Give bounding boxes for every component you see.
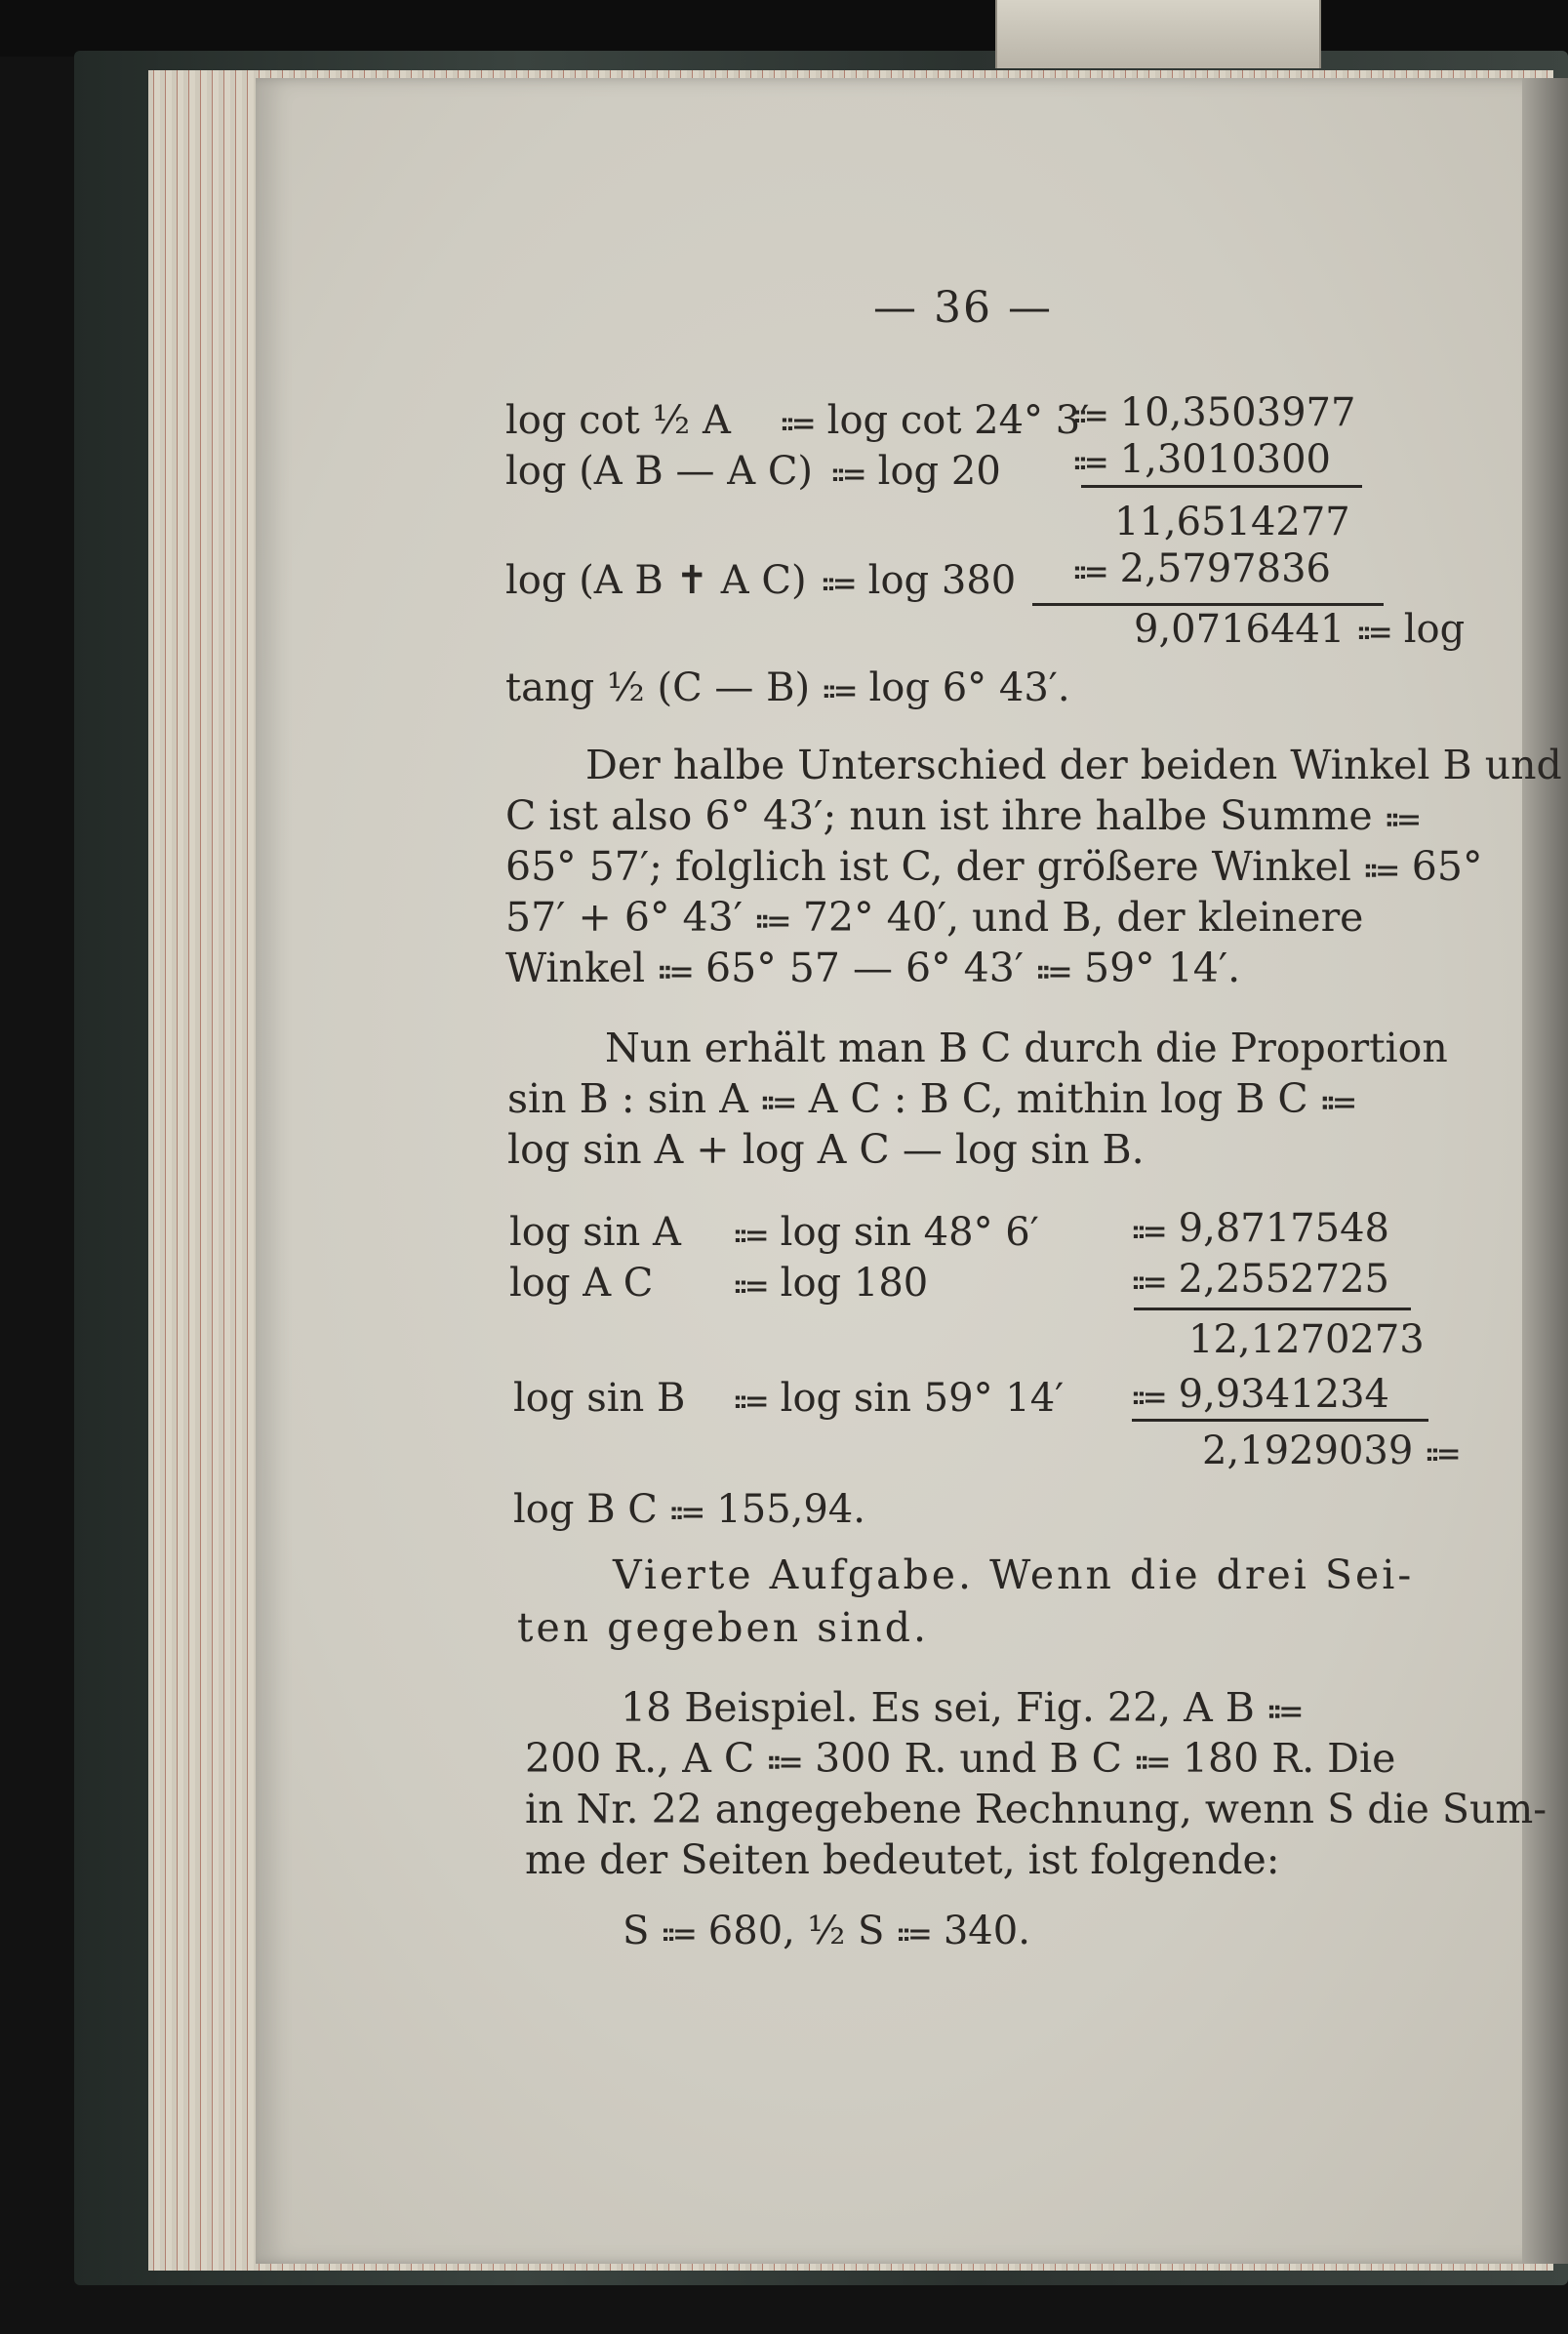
section-heading-line2: ten gegeben sind.: [517, 1604, 929, 1651]
para1-line2: C ist also 6° 43′; nun ist ihre halbe Summe ⩴: [505, 792, 1421, 839]
bookmark-ribbon: [995, 0, 1321, 68]
calc1-line4-right: ⩴ 2,5797836: [1073, 546, 1331, 591]
page-gutter: [1522, 78, 1568, 2264]
calc1-line2-right: ⩴ 1,3010300: [1073, 437, 1331, 482]
para1-line4: 57′ + 6° 43′ ⩴ 72° 40′, und B, der kleinere: [505, 894, 1364, 941]
sum-rule-2: [1134, 1308, 1411, 1310]
calc1-line3-right: 11,6514277: [1114, 500, 1350, 544]
para2-line2: sin B : sin A ⩴ A C : B C, mithin log B C ⩴: [507, 1075, 1356, 1122]
para1-line3: 65° 57′; folglich ist C, der größere Winkel ⩴ 65°: [505, 843, 1483, 890]
calc1-line1-left: log cot ½ A: [505, 398, 731, 443]
running-head: — 36 —: [873, 283, 1053, 333]
para3-line2: 200 R., A C ⩴ 300 R. und B C ⩴ 180 R. Die: [525, 1735, 1396, 1782]
calc1-line4-left: log (A B ✝ A C): [505, 558, 807, 603]
calc1-line4-mid: ⩴ log 380: [822, 558, 1017, 603]
calc2-line4-mid: ⩴ log sin 59° 14′: [734, 1376, 1065, 1421]
calc2-line1-mid: ⩴ log sin 48° 6′: [734, 1210, 1039, 1255]
calc2-line1-right: ⩴ 9,8717548: [1132, 1206, 1389, 1251]
para2-line1: Nun erhält man B C durch die Proportion: [605, 1025, 1448, 1071]
calc2-line3-right: 12,1270273: [1188, 1317, 1425, 1362]
difference-rule-2: [1132, 1419, 1428, 1422]
calc1-line6: tang ½ (C — B) ⩴ log 6° 43′.: [505, 665, 1070, 710]
calc1-line2-left: log (A B — A C): [505, 449, 814, 494]
difference-rule: [1032, 603, 1384, 606]
calc2-line2-left: log A C: [509, 1261, 654, 1306]
para1-line1: Der halbe Unterschied der beiden Winkel B und: [585, 742, 1562, 788]
calc2-line4-left: log sin B: [513, 1376, 686, 1421]
para3-line3: in Nr. 22 angegebene Rechnung, wenn S die Sum-: [525, 1786, 1548, 1832]
calc2-line2-right: ⩴ 2,2552725: [1132, 1257, 1389, 1302]
final-formula: S ⩴ 680, ½ S ⩴ 340.: [623, 1909, 1030, 1953]
calc2-line2-mid: ⩴ log 180: [734, 1261, 929, 1306]
calc2-line5-right: 2,1929039 ⩴: [1202, 1429, 1460, 1473]
background-strip: [0, 0, 1568, 57]
para2-line3: log sin A + log A C — log sin B.: [507, 1126, 1145, 1173]
section-heading-line1: Vierte Aufgabe. Wenn die drei Sei-: [613, 1551, 1415, 1598]
calc2-line4-right: ⩴ 9,9341234: [1132, 1372, 1389, 1417]
para3-line1: 18 Beispiel. Es sei, Fig. 22, A B ⩴: [621, 1684, 1303, 1731]
para1-line5: Winkel ⩴ 65° 57 — 6° 43′ ⩴ 59° 14′.: [505, 945, 1241, 991]
sum-rule: [1081, 485, 1362, 488]
calc1-line5-right: 9,0716441 ⩴ log: [1134, 607, 1466, 652]
calc1-line1-right: ⩴ 10,3503977: [1073, 390, 1356, 435]
calc2-line1-left: log sin A: [509, 1210, 681, 1255]
calc2-line6: log B C ⩴ 155,94.: [513, 1487, 865, 1532]
para3-line4: me der Seiten bedeutet, ist folgende:: [525, 1836, 1280, 1883]
calc1-line1-mid: ⩴ log cot 24° 3′: [781, 398, 1090, 443]
calc1-line2-mid: ⩴ log 20: [831, 449, 1001, 494]
